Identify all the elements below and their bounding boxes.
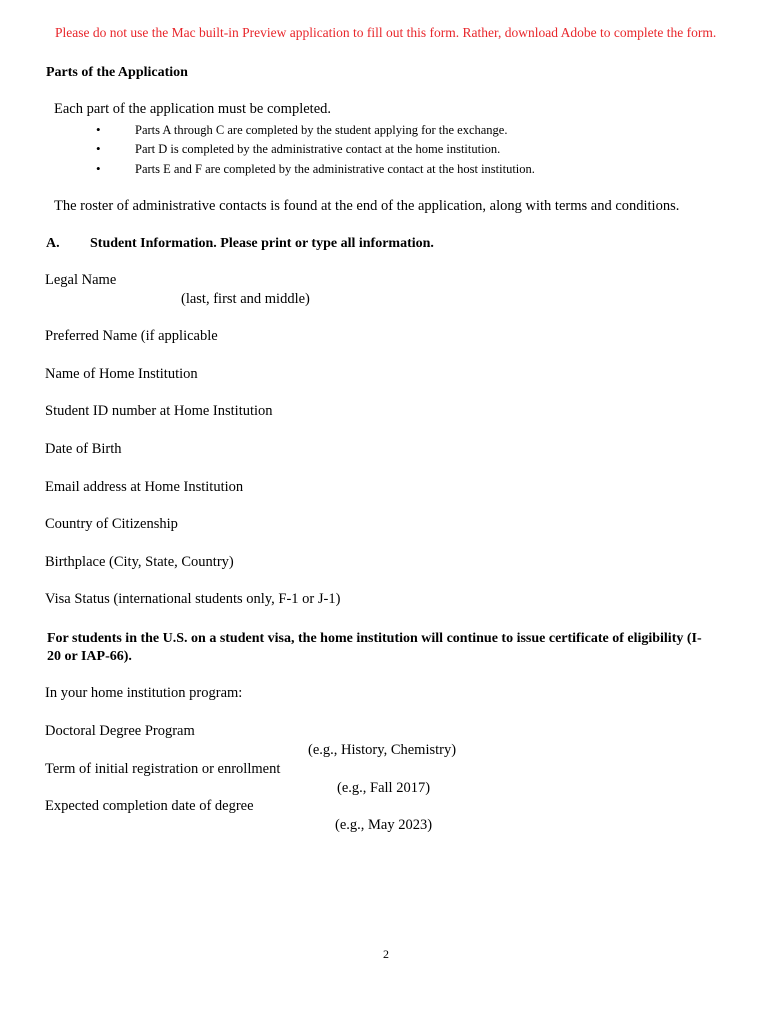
adobe-warning-text: Please do not use the Mac built-in Preview application to fill out this form. Rather, download Adobe to complete the form. (55, 25, 717, 40)
initial-term-label: Term of initial registration or enrollment (45, 761, 281, 777)
legal-name-label: Legal Name (45, 272, 117, 288)
parts-bullet-item (96, 142, 500, 156)
student-id-label: Student ID number at Home Institution (45, 403, 273, 419)
birthplace-label: Birthplace (City, State, Country) (45, 554, 234, 570)
legal-name-hint: (last, first and middle) (181, 291, 310, 307)
home-institution-label: Name of Home Institution (45, 366, 198, 382)
doctoral-program-hint: (e.g., History, Chemistry) (308, 742, 457, 758)
citizenship-label: Country of Citizenship (45, 516, 178, 532)
bullet-text: Parts E and F are completed by the administrative contact at the host institution. (135, 162, 535, 176)
bullet-text: Parts A through C are completed by the student applying for the exchange. (135, 123, 508, 137)
bullet-icon: • (96, 122, 101, 137)
parts-intro: Each part of the application must be completed. (54, 101, 332, 117)
completion-date-label: Expected completion date of degree (45, 798, 254, 814)
visa-status-label: Visa Status (international students only, F-1 or J-1) (45, 591, 341, 607)
completion-date-hint: (e.g., May 2023) (335, 817, 433, 833)
preferred-name-label: Preferred Name (if applicable (45, 328, 218, 344)
visa-note: For students in the U.S. on a student visa, the home institution will continue to issue certificate of eligibility (I-20 or IAP-66). (47, 631, 702, 664)
email-label: Email address at Home Institution (45, 479, 244, 495)
parts-bullet-item (96, 162, 535, 176)
section-a-letter: A. (46, 236, 60, 251)
bullet-icon: • (96, 141, 101, 156)
date-of-birth-label: Date of Birth (45, 441, 122, 457)
parts-heading: Parts of the Application (46, 65, 188, 80)
program-intro: In your home institution program: (45, 685, 243, 701)
page-number: 2 (383, 947, 389, 961)
bullet-text: Part D is completed by the administrative contact at the home institution. (135, 142, 501, 156)
parts-bullet-item (96, 123, 507, 137)
doctoral-program-label: Doctoral Degree Program (45, 723, 195, 739)
bullet-icon: • (96, 161, 101, 176)
section-a-title: Student Information. Please print or type all information. (90, 236, 434, 251)
initial-term-hint: (e.g., Fall 2017) (337, 780, 431, 796)
roster-note: The roster of administrative contacts is found at the end of the application, along with terms and conditions. (54, 198, 680, 214)
